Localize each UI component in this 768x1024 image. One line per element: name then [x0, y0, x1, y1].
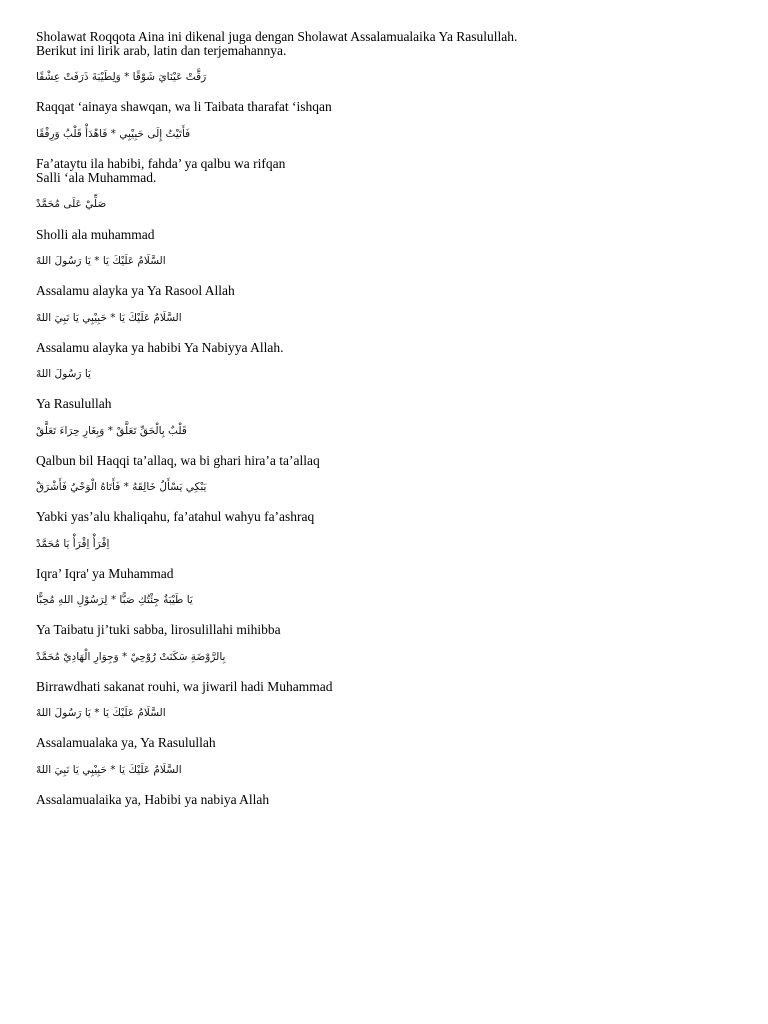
latin-line: Ya Rasulullah: [36, 396, 112, 411]
intro-line-2: Berikut ini lirik arab, latin dan terjemahannya.: [36, 43, 287, 58]
intro-line-1: Sholawat Roqqota Aina ini dikenal juga dengan Sholawat Assalamualaika Ya Rasulullah.: [36, 29, 518, 44]
arabic-line: فَأَتَيْتُ إِلَى حَبِيْبِي * فَاهْدَأْ قَلْبُ وَرِفْقًا: [36, 128, 191, 140]
latin-line: Assalamu alayka ya habibi Ya Nabiyya Allah.: [36, 340, 284, 355]
arabic-line: قَلْبٌ بِالْحَقِّ تَعَلَّقْ * وَبِغَارِ حِرَاءَ تَعَلَّقْ: [36, 425, 187, 437]
arabic-line: بِالرَّوْضَةِ سَكَنَتْ رُوْحِيْ * وَجِوَارِ الْهَادِيْ مُحَمَّدْ: [36, 651, 226, 663]
arabic-line: السَّلَامُ عَلَيْكَ يَا * حَبِيْبِي يَا نَبِيَ اللهْ: [36, 312, 182, 324]
latin-line: Fa’ataytu ila habibi, fahda’ ya qalbu wa rifqan: [36, 156, 286, 171]
arabic-line: السَّلَامُ عَلَيْكَ يَا * يَا رَسُولَ اللهْ: [36, 707, 166, 719]
arabic-line: يَا طَيْبَةُ جِئْتُكِ صَبًّا * لِرَسُوْلِ اللهِ مُحِبًّا: [36, 594, 193, 606]
latin-line: Salli ‘ala Muhammad.: [36, 170, 157, 185]
arabic-line: السَّلَامُ عَلَيْكَ يَا * يَا رَسُولَ اللهْ: [36, 255, 166, 267]
arabic-line: رَقَّتْ عَيْنَايَ شَوْقًا * وَلِطَيْبَةَ ذَرَفَتْ عِشْقًا: [36, 71, 207, 83]
arabic-line: اِقْرَأْ اِقْرَأْ يَا مُحَمَّدْ: [36, 538, 110, 550]
latin-line: Qalbun bil Haqqi ta’allaq, wa bi ghari hira’a ta’allaq: [36, 453, 320, 468]
arabic-line: يَا رَسُولَ اللهْ: [36, 368, 91, 380]
latin-line: Assalamualaka ya, Ya Rasulullah: [36, 735, 216, 750]
latin-line: Iqra’ Iqra' ya Muhammad: [36, 566, 174, 581]
latin-line: Assalamu alayka ya Ya Rasool Allah: [36, 283, 235, 298]
latin-line: Birrawdhati sakanat rouhi, wa jiwaril hadi Muhammad: [36, 679, 333, 694]
arabic-line: يَبْكِي يَسْأَلُ خَالِقَهُ * فَأَتَاهُ الْوَحْيُ فَأَشْرَقْ: [36, 481, 207, 493]
arabic-line: السَّلَامُ عَلَيْكَ يَا * حَبِيْبِي يَا نَبِيَ اللهْ: [36, 764, 182, 776]
latin-line: Ya Taibatu ji’tuki sabba, lirosulillahi mihibba: [36, 622, 281, 637]
latin-line: Assalamualaika ya, Habibi ya nabiya Allah: [36, 792, 270, 807]
latin-line: Raqqat ‘ainaya shawqan, wa li Taibata tharafat ‘ishqan: [36, 99, 332, 114]
latin-line: Sholli ala muhammad: [36, 227, 155, 242]
arabic-line: صَلِّيْ عَلَى مُحَمَّدْ: [36, 198, 107, 210]
latin-line: Yabki yas’alu khaliqahu, fa’atahul wahyu fa’ashraq: [36, 509, 315, 524]
